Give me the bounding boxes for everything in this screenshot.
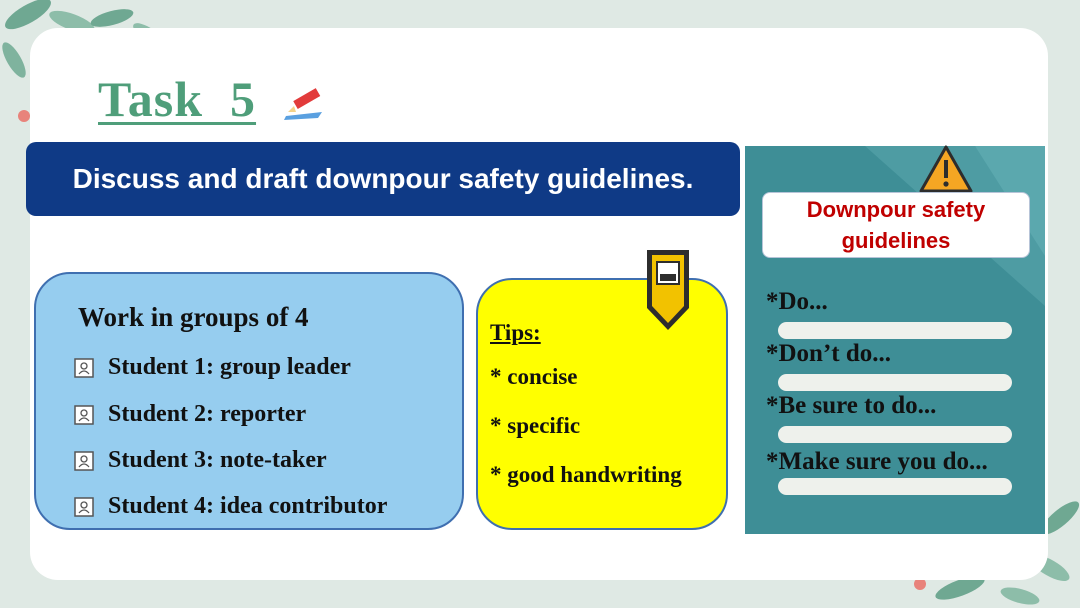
tips-heading: Tips: (490, 320, 541, 345)
person-icon (74, 405, 94, 425)
member-item (74, 401, 306, 428)
member-item (74, 354, 351, 381)
guideline-blank-line (778, 322, 1012, 339)
guideline-item: *Be sure to do... (766, 392, 937, 419)
task-instruction: Discuss and draft downpour safety guidelines. (72, 163, 694, 194)
person-icon (74, 497, 94, 517)
tip-item: * concise (490, 364, 578, 389)
guideline-item: *Don’t do... (766, 340, 892, 367)
slide-title: Task 5 (98, 71, 257, 127)
task-banner (26, 142, 740, 216)
guidelines-title: Downpour safety guidelines (806, 197, 986, 253)
guidelines-title-box (762, 192, 1030, 258)
guideline-blank-line (778, 426, 1012, 443)
person-icon (74, 451, 94, 471)
member-label: Student 4: idea contributor (108, 493, 388, 519)
warning-icon (918, 144, 974, 194)
bookmark-icon (645, 248, 691, 332)
guideline-blank-line (778, 478, 1012, 495)
groups-box (34, 272, 464, 530)
pencil-icon (282, 84, 330, 120)
member-label: Student 2: reporter (108, 401, 307, 427)
guideline-item: *Make sure you do... (766, 448, 988, 475)
tip-item: * good handwriting (490, 462, 682, 487)
person-icon (74, 358, 94, 378)
guideline-blank-line (778, 374, 1012, 391)
member-label: Student 1: group leader (108, 354, 351, 380)
member-item (74, 493, 387, 520)
tip-item: * specific (490, 413, 581, 438)
member-item (74, 447, 327, 474)
groups-heading: Work in groups of 4 (78, 302, 309, 332)
guideline-item: *Do... (766, 288, 828, 315)
member-label: Student 3: note-taker (108, 447, 327, 473)
